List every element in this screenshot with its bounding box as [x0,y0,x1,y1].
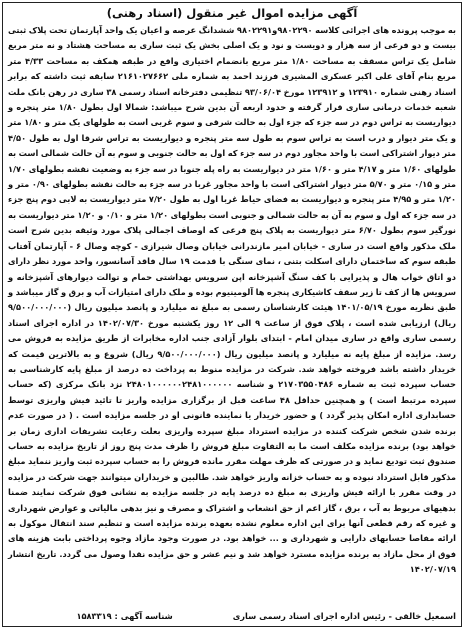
notice-id: شناسه آگهی : ۱۵۸۳۳۱۹ [76,611,173,621]
notice-frame [2,2,462,627]
notice-footer [8,609,456,623]
notice-body: به موجب پرونده های اجرائی کلاسه ۹۸۰۲۲۹۰و۹۸۰۲۲۹۱ ششدانگ عرصه و اعیان یک واحد آپارتمان تحت پلاک ثبتی بیست و دو فرعی از سه هزار و دویست و نود و یک اصلی بخش یک ثبت ساری به مساحت هشتاد و نه متر مربع شامل یک تراس مسقف به مساحت ۱/۸۰ متر مربع بانضمام اختیاری واقع در طبقه همکف به مساحت ۴/۳۳ متر مربع بنام آقای علی اکبر عسکری المشیری فرزند احمد به شماره ملی ۲۱۶۱۰۲۷۶۶۲ سابقه ثبت داشته که برابر اسناد رهنی شماره ۱۲۳۹۱۰ و ۱۲۳۹۱۲ مورخ ۹۳/۰۶/۰۴ تنظیمی دفترخانه اسناد رسمی ۳۸ ساری در رهن بانک ملت شعبه خدمات درمانی ساری قرار گرفته و حدود اربعه آن بدین شرح میباشد: شمالا اول بطول ۱/۸۰ متر پنجره و دیواریست به تراس دوم در سه جزء که جزء اول به حالت شرقی و سوم غربی است به طولهای یک متر و ۱/۸۰ متر و یک متر دیوار و درب است به تراس سوم به طول سه متر پنجره و دیواریست به تراس شرقا اول به طول ۴/۵۰ متر دیوار اشتراکی است با واحد مجاور دوم در سه جزء که اول به حالت جنوبی و سوم به آن حالت شمالی است به طولهای ۱/۶۰ متر و ۴/۱۷ متر و ۱/۶۰ متر در دیواریست به راه پله جنوبا در سه جزء به وضعیت نقشه بطولهای ۱/۷۰ متر و ۰/۱۵ متر و ۵/۷۰ متر دیوار اشتراکی است با واحد مجاور غربا در سه جزء به حالت نقشه بطولهای ۰/۹۰ متر و ۱/۲۰ متر و ۴/۹۵ متر پنجره و دیواریست به فضای حیاط غربا اول به طول ۷/۲۰ متر دیواریست به لابی دوم پنج جزء در سه جزء که اول و سوم به آن به حالت شمالی و جنوبی است بطولهای ۱/۲۰ متر و ۰/۱۰ و ۱/۲۰ متر دیواریست به نورگیر سوم بطول ۶/۷۰ متر دیواریست به پلاک پنج فرعی که اوصاف اجمالی پلاک مورد وثیقه بدین شرح است ملک مذکور واقع است در ساری - خیابان امیر مازندرانی خیابان وصال شیرازی - کوچه وصال ۶ - آپارتمان آفتاب طبقه سوم که ساختمان دارای اسکلت بتنی ، نمای سنگی با قدمت ۱۹ سال فاقد آسانسور، واحد مورد نظر دارای دو اتاق خواب هال و پذیرایی با کف سنگ آشپزخانه اپن سرویس بهداشتی حمام و توالت دیوارهای آشپزخانه و سرویس ها از کف تا زیر سقف کاشیکاری پنجره ها آلومینیوم بوده و ملک دارای امتیازات آب و برق و گاز میباشد و طبق نظریه مورخ ۱۴۰۱/۰۵/۱۹ هیئت کارشناسان رسمی به مبلغ نه میلیارد و پانصد میلیون ریال (۹/۵۰۰/۰۰۰/۰۰۰ ریال) ارزیابی شده است ، پلاک فوق از ساعت ۹ الی ۱۲ روز یکشنبه مورخ ۱۴۰۲/۰۷/۳۰ در اداره اجرای اسناد رسمی ساری واقع در ساری میدان امام - ابتدای بلوار آزادی جنب اداره مخابرات از طریق مزایده به فروش می رسد. مزایده از مبلغ پایه نه میلیارد و پانصد میلیون ریال (۹/۵۰۰/۰۰۰/۰۰۰ ریال) شروع و به بالاترین قیمت که خریدار داشته باشد فروخته خواهد شد. شرکت در مزایده منوط به پرداخت ده درصد از مبلغ پایه کارشناسی به حساب سپرده ثبت به شماره ۲۱۷۰۳۵۵۰۴۸۶ و شناسه ۲۴۸۰۱۰۰۰۰۰۰۲۴۸۱۰۰۰۰۰۰ نزد بانک مرکزی (که حساب سپرده مرتبط است ) و همچنین حداقل ۴۸ ساعت قبل از برگزاری مزایده واریز تا تائید فیش واریزی توسط حسابداری اداره امکان پذیر گردد ) و حضور خریدار یا نماینده قانونی او در جلسه مزایده است . ( در صورت عدم برنده شدن شخص شرکت کننده در مزایده استرداد مبلغ سپرده واریزی بعلت رعایت تشریفات اداری زمان بر خواهد بود) برنده مزایده مکلف است ما به التفاوت مبلغ فروش را ظرف مدت پنج روز از تاریخ مزایده به حساب صندوق ثبت تودیع نماید و در صورتی که ظرف مهلت مقرر مانده فروش را به حساب سپرده ثبت واریز ننماید مبلغ مذکور قابل استرداد نبوده و به حساب خزانه واریز خواهد شد. طالبین و خریداران میتوانند جهت شرکت در مزایده در وقت مقرر با ارائه فیش واریزی به مبلغ ده درصد پایه در جلسه مزایده به نشانی فوق شرکت نمایند ضمنا بدهیهای مربوط به آب ، برق ، گاز اعم از حق انشعاب و اشتراک و مصرف و نیز بدهی مالیاتی و عوارض شهرداری و غیره که رقم قطعی آنها برای این اداره معلوم نشده بعهده برنده مزایده است و تنظیم سند انتقال موکول به ارائه مفاصا حسابهای دارایی و شهرداری و ... خواهد بود. در صورت وجود مازاد وجوه پرداختی بابت هزینه های فوق از محل مازاد به برنده مزایده مسترد خواهد شد و نیم عشر و حق مزایده نقدا وصول می گردد. تاریخ انتشار ۱۴۰۲/۰۷/۱۹ [8,25,457,575]
footer-line [8,609,456,623]
signatory: اسمعیل خالقی - رئیس اداره اجرای اسناد رسمی ساری [232,611,456,621]
notice-title: آگهی مزایده اموال غیر منقول (اسناد رهنی) [106,6,358,20]
